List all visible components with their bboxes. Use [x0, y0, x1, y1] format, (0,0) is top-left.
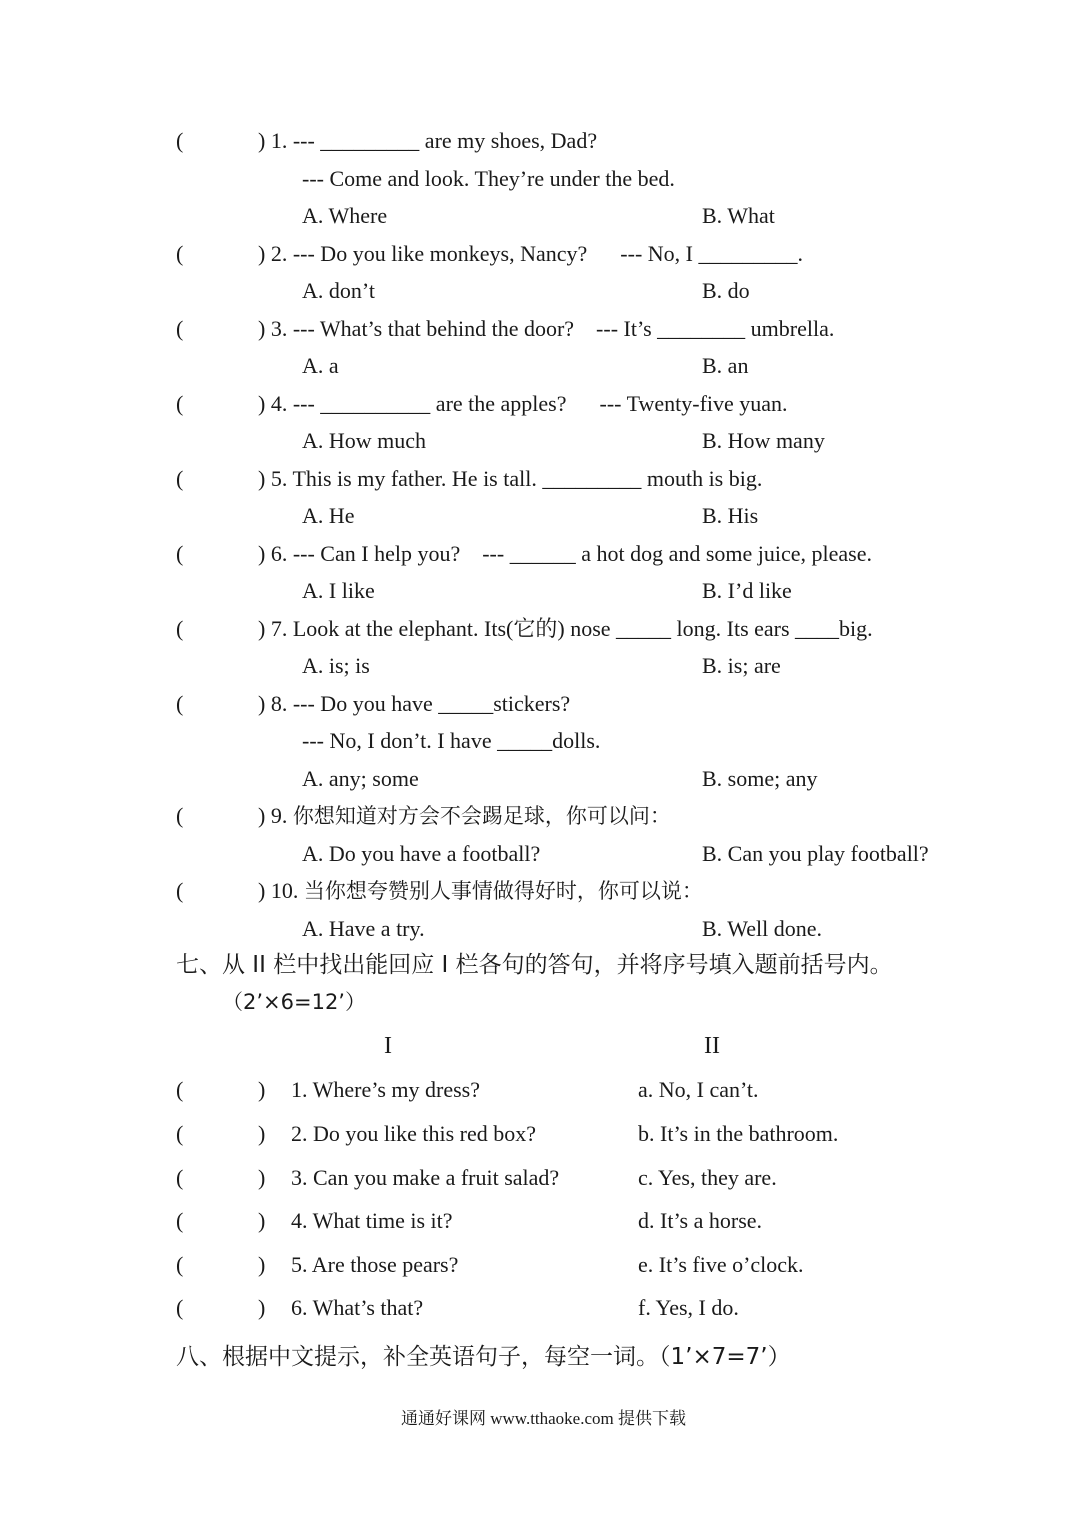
match-answer: d. It’s a horse. [638, 1208, 763, 1233]
answer-paren-close: ) 7. Look at the elephant. Its(它的) nose _____ long. Its ears ____big. [258, 616, 873, 641]
column-ii-heading: II [704, 1033, 720, 1059]
option-b: B. some; any [702, 766, 818, 791]
option-a: A. a [302, 353, 339, 378]
option-b: B. What [702, 203, 775, 228]
question-stem: --- _________ are my shoes, Dad? [292, 128, 598, 153]
question-stem: --- __________ are the apples? --- Twenty-five yuan. [292, 391, 788, 416]
answer-paren-close: ) [258, 1295, 266, 1320]
page-footer: 通通好课网 www.tthaoke.com 提供下载 [400, 1409, 687, 1428]
option-b: B. His [702, 503, 759, 528]
match-question: 6. What’s that? [291, 1295, 424, 1320]
answer-paren-open: ( [176, 541, 184, 566]
column-i-heading: I [384, 1033, 392, 1059]
match-answer: c. Yes, they are. [638, 1165, 777, 1190]
answer-paren-open: ( [176, 1208, 184, 1233]
question-number: 7. [270, 616, 288, 641]
answer-paren-open: ( [176, 878, 184, 903]
match-answer: e. It’s five o’clock. [638, 1252, 804, 1277]
answer-paren-close: ) [258, 1121, 266, 1146]
answer-paren-close: ) [258, 1165, 266, 1190]
question-stem-line-2: --- Come and look. They’re under the bed. [302, 166, 675, 191]
option-b: B. is; are [702, 653, 781, 678]
answer-paren-open: ( [176, 691, 184, 716]
option-b: B. How many [702, 428, 825, 453]
option-b: B. an [702, 353, 749, 378]
answer-paren-open: ( [176, 128, 184, 153]
option-b: B. Can you play football? [702, 841, 929, 866]
question-number: 3. [270, 316, 288, 341]
question-number: 4. [270, 391, 288, 416]
option-b: B. I’d like [702, 578, 792, 603]
answer-paren-close: ) 9. 你想知道对方会不会踢足球，你可以问： [258, 803, 671, 828]
answer-paren-close: ) 6. --- Can I help you? --- ______ a hot dog and some juice, please. [258, 541, 872, 566]
option-a: A. How much [302, 428, 427, 453]
question-number: 1. [270, 128, 288, 153]
answer-paren-close: ) 5. This is my father. He is tall. _________ mouth is big. [258, 466, 763, 491]
question-stem-line-2: --- No, I don’t. I have _____dolls. [302, 728, 601, 753]
answer-paren-close: ) 2. --- Do you like monkeys, Nancy? --- No, I _________. [258, 241, 803, 266]
answer-paren-open: ( [176, 616, 184, 641]
option-b: B. do [702, 278, 750, 303]
option-a: A. Have a try. [302, 916, 425, 941]
section-7-score: （2’×6=12’） [222, 990, 366, 1014]
question-stem: Look at the elephant. Its(它的) nose _____ long. Its ears ____big. [292, 616, 873, 641]
question-stem: 当你想夸赞别人事情做得好时，你可以说： [303, 879, 703, 903]
question-stem: This is my father. He is tall. _________ mouth is big. [292, 466, 763, 491]
answer-paren-open: ( [176, 316, 184, 341]
question-number: 6. [270, 541, 288, 566]
option-b: B. Well done. [702, 916, 823, 941]
option-a: A. I like [302, 578, 375, 603]
question-number: 10. [270, 878, 299, 903]
section-8-title: 八、根据中文提示，补全英语句子，每空一词。（1’×7=7’） [176, 1344, 791, 1370]
match-answer: f. Yes, I do. [638, 1295, 739, 1320]
match-question: 2. Do you like this red box? [291, 1121, 537, 1146]
section-7-title: 七、从 II 栏中找出能回应 I 栏各句的答句，并将序号填入题前括号内。 [176, 952, 893, 978]
answer-paren-close: ) 8. --- Do you have _____stickers? [258, 691, 571, 716]
option-a: A. any; some [302, 766, 419, 791]
answer-paren-open: ( [176, 1121, 184, 1146]
question-stem: --- Can I help you? --- ______ a hot dog and some juice, please. [292, 541, 872, 566]
option-a: A. He [302, 503, 355, 528]
option-a: A. don’t [302, 278, 375, 303]
match-answer: b. It’s in the bathroom. [638, 1121, 839, 1146]
option-a: A. is; is [302, 653, 370, 678]
answer-paren-open: ( [176, 1295, 184, 1320]
answer-paren-close: ) [258, 1208, 266, 1233]
answer-paren-open: ( [176, 1165, 184, 1190]
answer-paren-open: ( [176, 241, 184, 266]
question-stem: 你想知道对方会不会踢足球，你可以问： [292, 804, 671, 828]
answer-paren-close: ) 10. 当你想夸赞别人事情做得好时，你可以说： [258, 878, 703, 903]
question-stem: --- Do you like monkeys, Nancy? --- No, I _________. [292, 241, 803, 266]
answer-paren-close: ) [258, 1252, 266, 1277]
answer-paren-open: ( [176, 1252, 184, 1277]
question-number: 5. [270, 466, 288, 491]
match-question: 5. Are those pears? [291, 1252, 459, 1277]
match-question: 1. Where’s my dress? [291, 1077, 480, 1102]
answer-paren-open: ( [176, 391, 184, 416]
answer-paren-open: ( [176, 466, 184, 491]
match-question: 4. What time is it? [291, 1208, 453, 1233]
question-stem: --- Do you have _____stickers? [292, 691, 571, 716]
question-number: 8. [270, 691, 288, 716]
answer-paren-open: ( [176, 1077, 184, 1102]
question-number: 9. [270, 803, 288, 828]
answer-paren-open: ( [176, 803, 184, 828]
answer-paren-close: ) 3. --- What’s that behind the door? --- It’s ________ umbrella. [258, 316, 835, 341]
answer-paren-close: ) 1. --- _________ are my shoes, Dad? [258, 128, 598, 153]
question-number: 2. [270, 241, 288, 266]
answer-paren-close: ) [258, 1077, 266, 1102]
option-a: A. Do you have a football? [302, 841, 541, 866]
match-answer: a. No, I can’t. [638, 1077, 759, 1102]
question-stem: --- What’s that behind the door? --- It’s ________ umbrella. [292, 316, 835, 341]
match-question: 3. Can you make a fruit salad? [291, 1165, 560, 1190]
option-a: A. Where [302, 203, 388, 228]
answer-paren-close: ) 4. --- __________ are the apples? --- Twenty-five yuan. [258, 391, 788, 416]
